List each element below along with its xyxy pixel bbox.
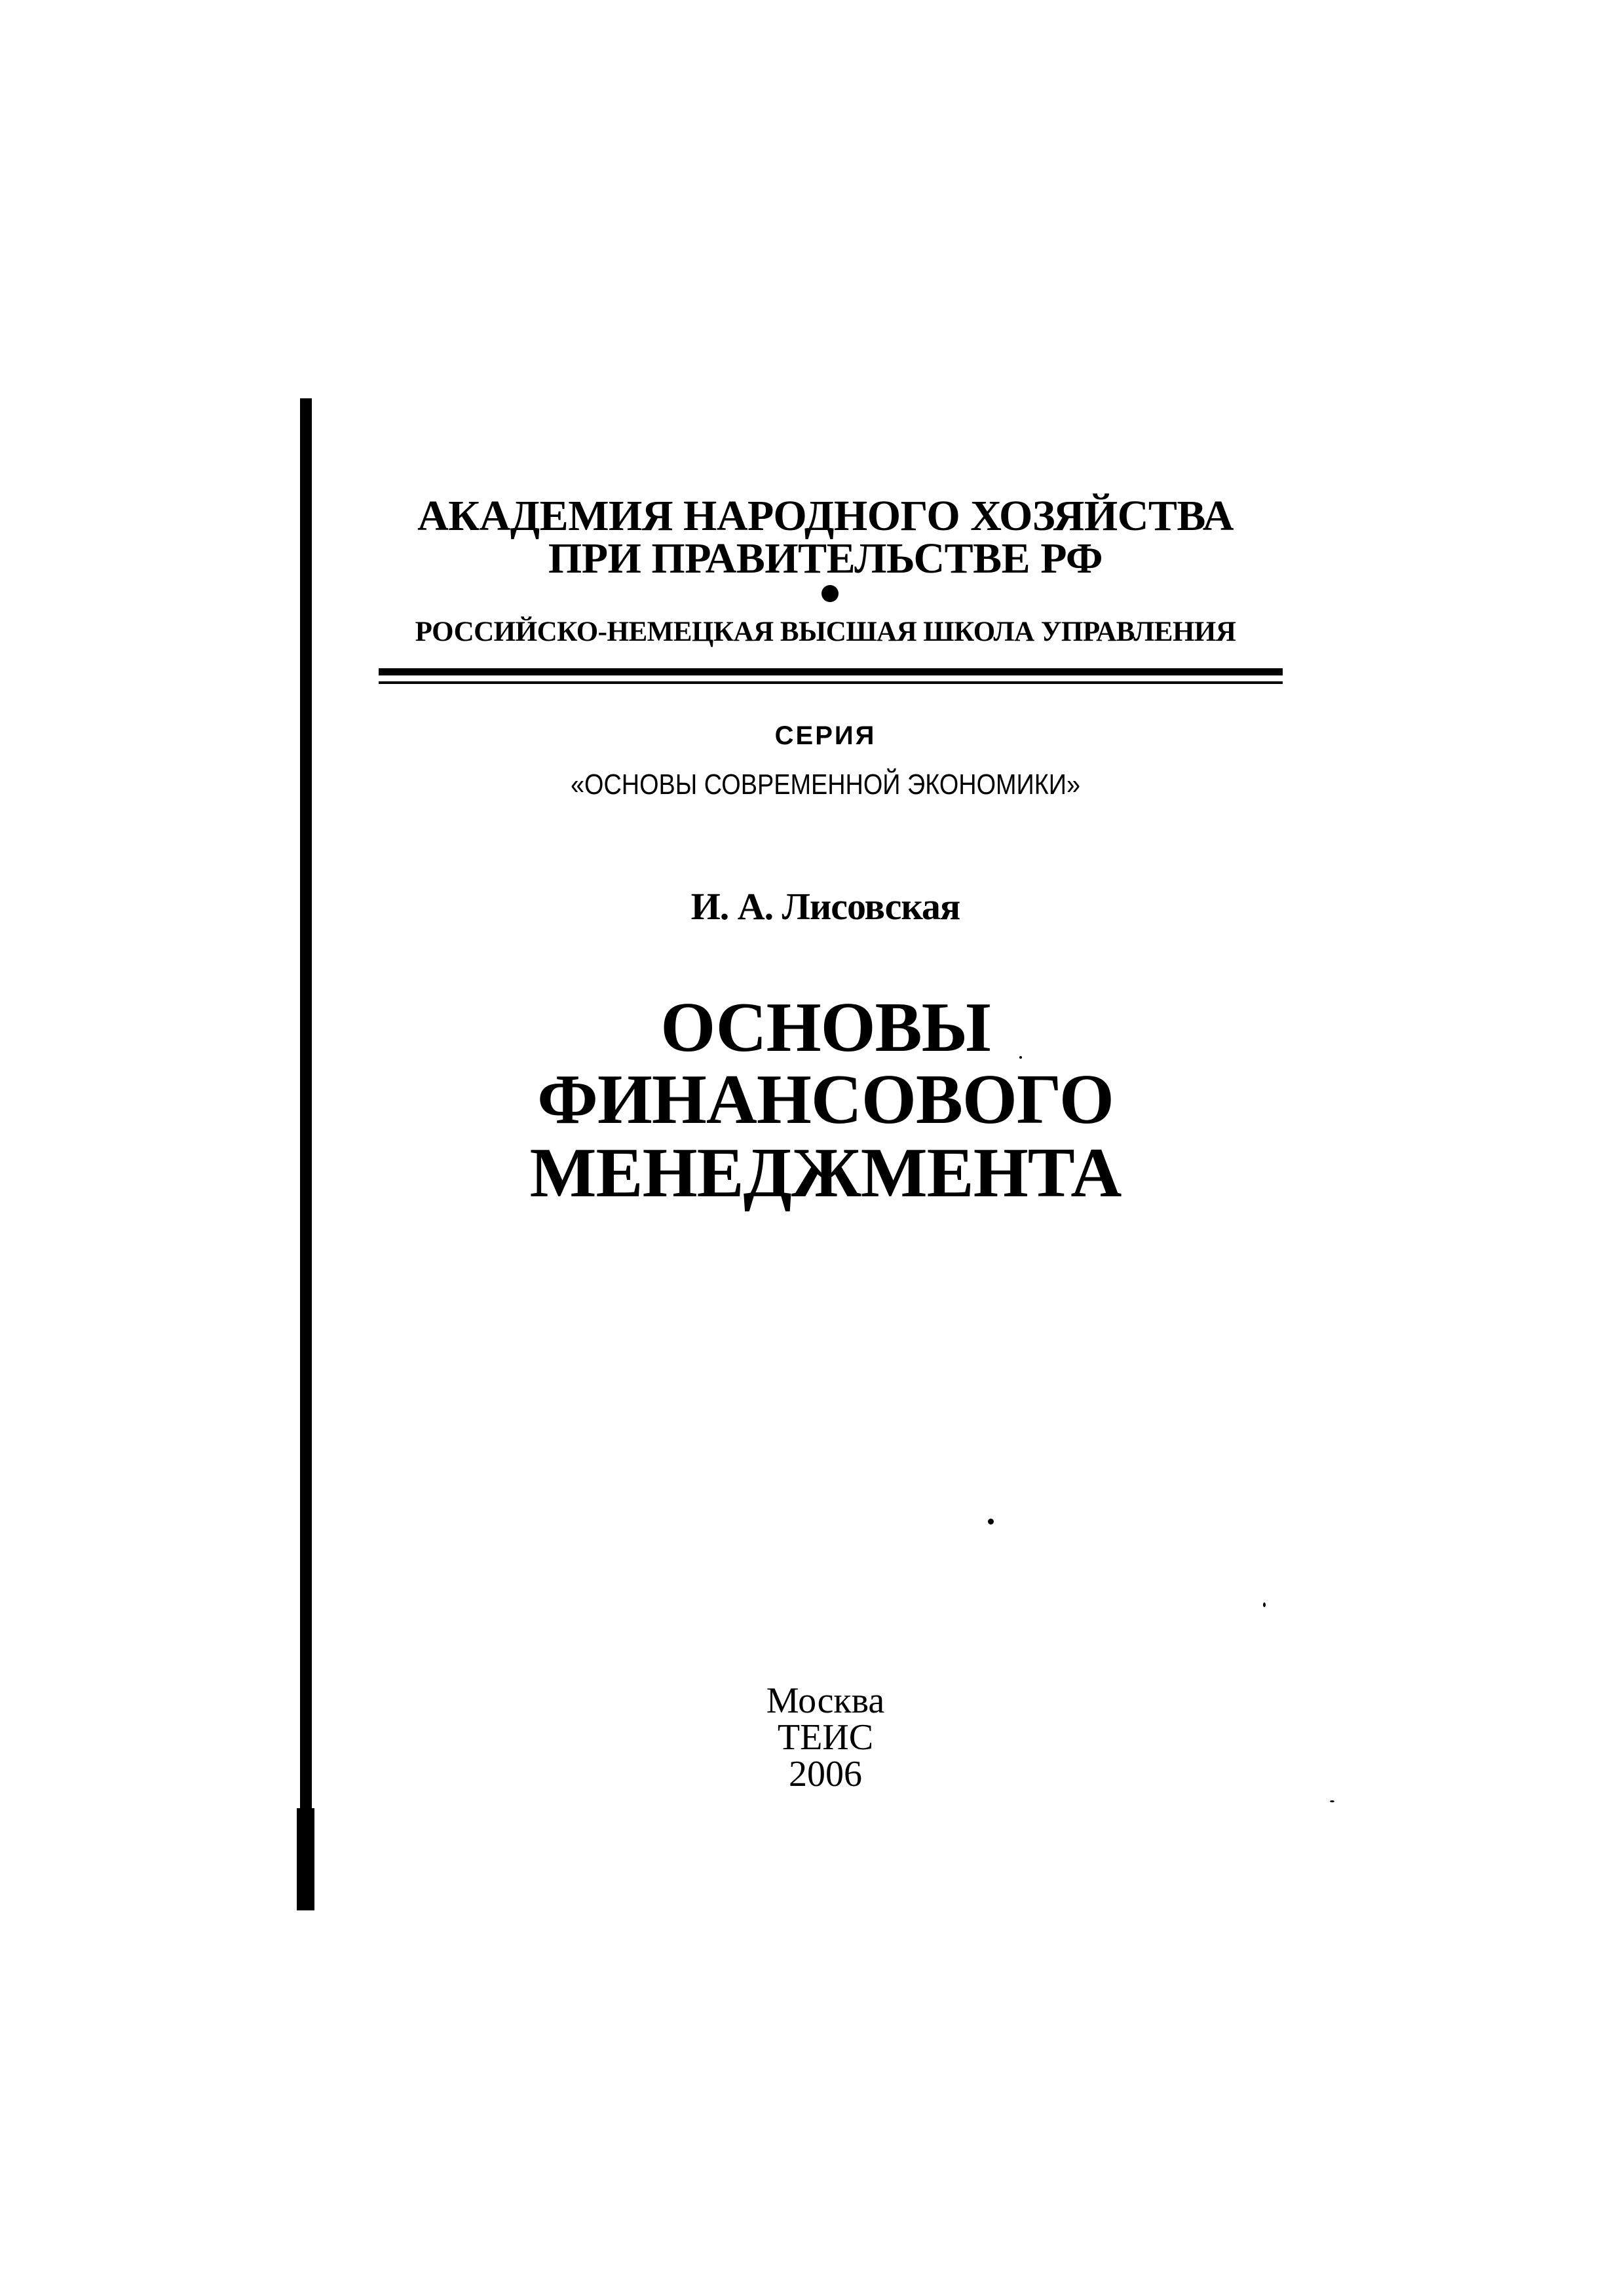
series-label: СЕРИЯ	[774, 721, 877, 750]
binding-edge-line-bottom	[297, 1808, 314, 1910]
separator-bullet	[821, 585, 839, 602]
imprint-year: 2006	[789, 1754, 862, 1794]
binding-edge-line	[300, 398, 312, 1910]
imprint-publisher: ТЕИС	[777, 1717, 874, 1758]
scan-speck	[988, 1519, 994, 1525]
school-name: РОССИЙСКО-НЕМЕЦКАЯ ВЫСШАЯ ШКОЛА УПРАВЛЕНИЯ	[415, 616, 1236, 647]
header-rule-thin	[379, 681, 1283, 684]
book-title-line-3: МЕНЕДЖМЕНТА	[529, 1134, 1122, 1212]
institution-line-1: АКАДЕМИЯ НАРОДНОГО ХОЗЯЙСТВА	[417, 492, 1234, 540]
scan-speck	[1019, 1056, 1022, 1059]
header-rule-thick	[379, 668, 1283, 675]
scan-speck	[1263, 1602, 1266, 1607]
book-title-line-1: ОСНОВЫ	[660, 989, 991, 1067]
imprint-city: Москва	[766, 1680, 885, 1721]
series-name: «ОСНОВЫ СОВРЕМЕННОЙ ЭКОНОМИКИ»	[570, 768, 1081, 801]
scan-speck	[1330, 1800, 1334, 1802]
book-title-line-2: ФИНАНСОВОГО	[537, 1061, 1114, 1139]
author-name: И. А. Лисовская	[690, 885, 960, 928]
institution-line-2: ПРИ ПРАВИТЕЛЬСТВЕ РФ	[548, 535, 1103, 582]
